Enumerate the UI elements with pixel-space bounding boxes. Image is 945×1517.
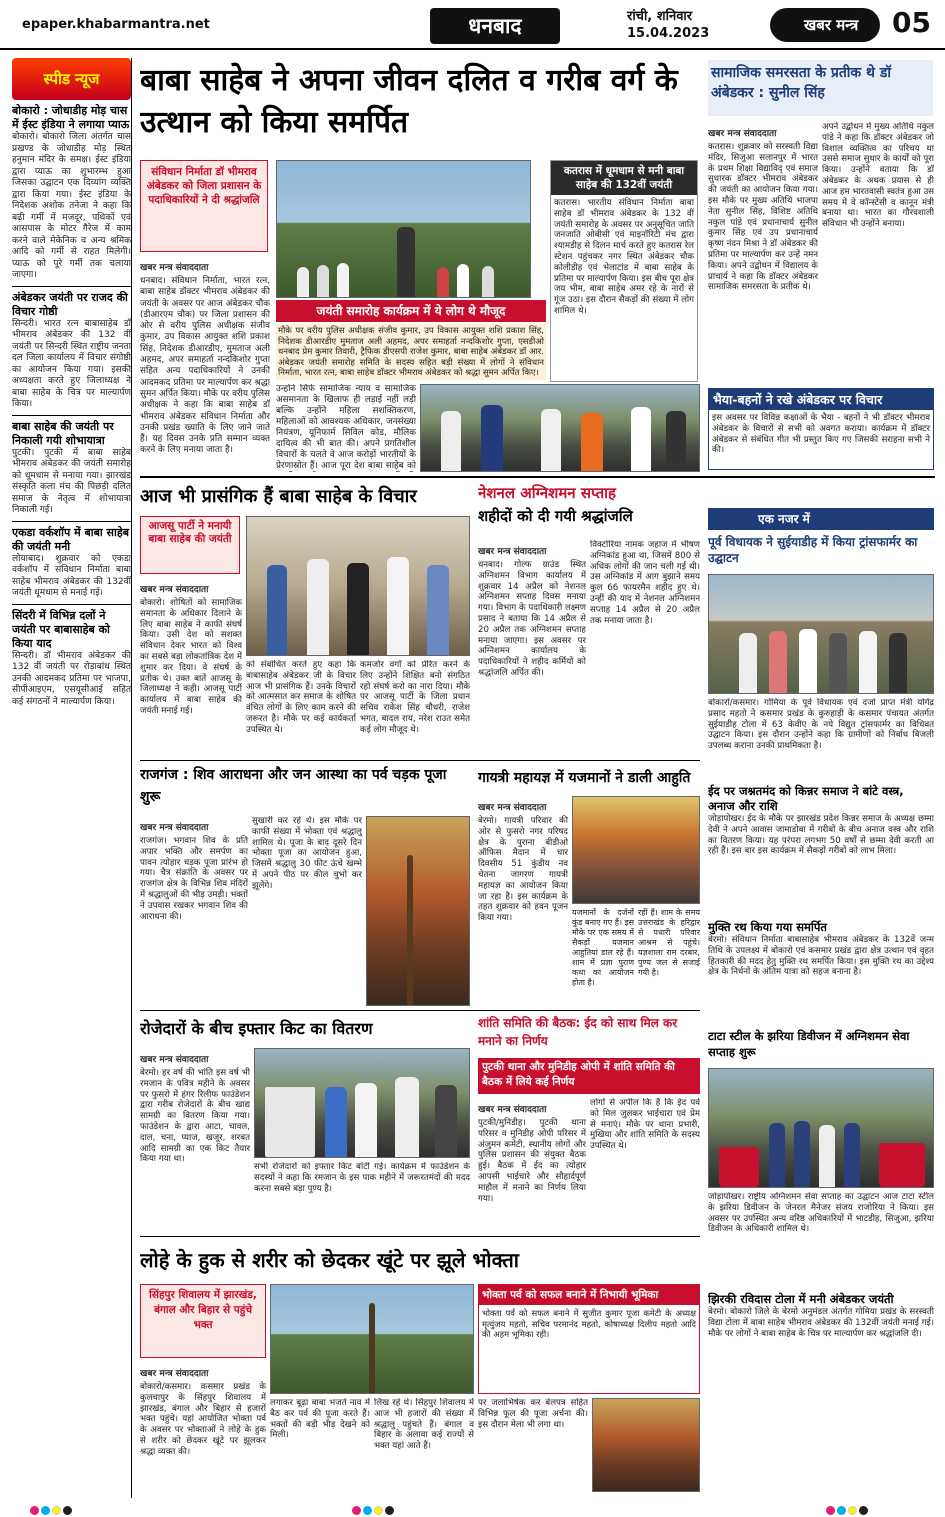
rajganj-body-2 (252, 816, 362, 1006)
speed-news-item (12, 291, 131, 411)
aaj-body-2 (246, 660, 356, 756)
registration-dot (859, 1506, 868, 1515)
bhokta-body-text-3: लिख रहे थे। सिंहपुर शिवालय में आज भी हजारों की संख्या में श्रद्धालु पहुंचते हैं। बंगाल व बिहार के अलावा कई राज्यों से भक्त यहां आते हैं। (374, 1398, 474, 1452)
roza-title-text: रोजेदारों के बीच इफ्तार किट का वितरण (140, 1019, 373, 1038)
purv-photo (708, 574, 934, 694)
jhirki (708, 1292, 934, 1492)
bhokta-body-4 (478, 1398, 588, 1492)
speed-news-headline: अंबेडकर जयंती पर राजद की विचार गोष्ठी (12, 290, 128, 318)
byline: खबर मन्त्र संवाददाता (140, 585, 209, 595)
divider (140, 760, 700, 761)
divider (12, 604, 131, 605)
national-body-2 (590, 540, 700, 754)
roza-photo (254, 1048, 470, 1158)
person (297, 267, 309, 297)
shanti-title-text: शांति समिति की बैठक: ईद को साथ मिल कर मनाने का निर्णय (478, 1016, 678, 1048)
person (794, 1121, 810, 1187)
gayatri-body-text-2: यजमानों के दर्जनों कुंड बनाए गए हैं। इस मौके पर एक समय में सैकड़ों यजमान आहुतियां डाल रहे हैं। शाम में प्रज्ञा पुराण कथा का आयोजन होता है। (572, 908, 634, 987)
lead-photo (276, 160, 531, 298)
shanti-body (478, 1098, 586, 1232)
person (666, 411, 686, 471)
rajganj-body-text-2: सुखारी कर रहे थे। इस मौके पर काफी संख्या में भोक्ता एवं श्रद्धालु शामिल थे। पूजा के बाद दूसरे दिन भोक्ता पूजा का आयोजन हुआ, जिसमें श्रद्धालु 30 फीट ऊंचे खम्भे में अपने पीठ पर कील चुभो कर झूलेंगे। (252, 816, 362, 891)
person (307, 559, 329, 655)
speed-news-item (12, 609, 131, 709)
fire-truck (879, 1143, 925, 1187)
person (769, 1123, 785, 1187)
city-label: धनबाद (430, 8, 560, 44)
bhokta-body-2 (270, 1398, 370, 1492)
page-header (0, 0, 945, 50)
speed-news-headline: सिंदरी में विभिन्न दलों ने जयंती पर बाबासाहेब को किया याद (12, 608, 110, 650)
portrait (581, 413, 603, 471)
site-url[interactable]: epaper.khabarmantra.net (22, 17, 210, 32)
purv-title (708, 534, 934, 570)
sunil-body-2 (822, 122, 934, 384)
person (325, 1087, 347, 1157)
lead-photo-caption: जयंती समारोह कार्यक्रम में ये लोग थे मौजूद (276, 300, 546, 322)
registration-dot (63, 1506, 72, 1515)
tata-title-text: टाटा स्टील के झरिया डिवीजन में अग्निशमन सेवा सप्ताह शुरू (708, 1029, 910, 1059)
bheya-body: इस अवसर पर विविन्न कक्षाओं के भैया - बहनों ने भी डॉक्टर भीमराव अंबेडकर के विचारों से सभी को अवगत कराया। कार्यक्रम में डॉक्टर अंबेडकर से संबंधित गीत भी प्रस्तुत किए गए जिसकी सराहना सभी ने की। (712, 413, 930, 456)
person (541, 409, 561, 471)
place-label: रांची, शनिवार (627, 9, 693, 24)
statue-figure (397, 227, 415, 297)
caption-text: मौके पर वरीय पुलिस अधीक्षक संजीव कुमार, उप विकास आयुक्त शशि प्रकाश सिंह, निदेशक डीआरडीए मुमताज अली अहमद, अपर समाहर्ता नन्दकिशोर गुप्ता, एसडीओ धनबाद प्रेम कुमार तिवारी, ट्रैफिक डीएसपी राजेश कुमार, बाबा साहेब अंबेडकर डॉ आर. अंबेडकर जयंती समारोह समिति के सदस्य सहित बड़ी संख्या में लोगों ने संविधान निर्माता, भारत रत्न, बाबा साहेब डॉक्टर भीमराव अंबेडकर को श्रद्धा सुमन अर्पित किए। (278, 326, 544, 378)
gayatri-title (478, 764, 700, 792)
purv-title-text: पूर्व विधायक ने सुईयाडीह में किया ट्रांसफार्मर का उद्घाटन (708, 535, 918, 565)
rajganj-body-text: राजगंज। भगवान शिव के प्रति अपार भक्ति और समर्पण का पावन त्योहार चड़क पूजा प्रारंभ हो गया। चैत्र संक्रांति के अवसर पर राजगंज क्षेत्र के विभिन्न शिव मंदिरों में श्रद्धालुओं की भीड़ उमड़ी। भक्तों ने उपवास रखकर भगवान शिव की आराधना की। (140, 836, 248, 922)
speed-news-headline: बाबा साहेब की जयंती पर निकाली गयी शोभायात्रा (12, 419, 114, 447)
lead-body-text-2: उन्होंने सिर्फ सामाजिक न्याय व सामाजिक असमानता के खिलाफ ही लड़ाई नहीं लड़ी बल्कि उन्होंने महिला सशक्तिकरण, महिलाओं को आवश्यक अधिकार, जनसंख्या नियंत्रण, यूनिफार्म सिविल कोड, मौलिक दायित्व की भी बात की। अपने प्रगतिशील विचारों के चलते वे आज करोड़ों भारतीयों के प्रेरणास्रोत हैं। आज पूरा देश बाबा साहेब को (276, 384, 416, 471)
bhokta-title (140, 1240, 700, 1280)
divider (140, 1010, 700, 1011)
pole (407, 855, 413, 1005)
divider (12, 286, 131, 287)
shanti-body-text: पुटकी/मुनिडीह। पुटकी थाना परिसर व मुनिडीह ओपी परिसर में अंजुमन कमेटी, स्थानीय लोगों और पुलिस प्रशासन की संयुक्त बैठक हुई। बैठक में ईद का त्योहार आपसी भाईचारे और सौहार्दपूर्ण माहौल में मनाने का निर्णय लिया गया। (478, 1118, 586, 1204)
roza-body-2 (254, 1162, 470, 1232)
eid-kinnar (708, 784, 934, 916)
aaj-title-text: आज भी प्रासंगिक हैं बाबा साहेब के विचार (140, 486, 417, 507)
aaj-sub-text: आजसू पार्टी ने मनायी बाबा साहेब की जयंती (148, 520, 232, 545)
gayatri-body-2 (572, 908, 634, 1006)
sunil-title (708, 60, 933, 116)
national-body-text: धनबाद। गोल्फ ग्राउंड स्थित अग्निशमन विभाग कार्यालय में शुक्रवार 14 अप्रैल को नेशनल अग्निशमन सप्ताह दिवस मनाया गया। विभाग के पदाधिकारी लक्ष्मण प्रसाद ने बताया कि 14 अप्रैल से 20 अप्रैल तक अग्निशमन सप्ताह मनाया जाएगा। इस अवसर पर अग्निशमन कार्यालय के पदाधिकारियों ने शहीद कर्मियों को श्रद्धांजलि अर्पित की। (478, 560, 586, 678)
gayatri-body-text-3: रहीं हैं। शाम के समय उत्तराखंड के हरिद्वार से पधारी परिवार आश्रम से पहुंचे। यज्ञशाला राम दरबार, पुण्य जल से सजाई गयी है। (638, 908, 700, 977)
bheya-title: भैया-बहनों ने रखे अंबेडकर पर विचार (709, 389, 933, 410)
roza-body-text-2: सभी रोजेदारों को इफ्तार किट बांटी गई। कार्यक्रम में फाउंडेशन के सदस्यों ने कहा कि रमजान के इस पाक महीने में जरूरतमंदों की मदद करना सबसे बड़ा पुण्य है। (254, 1162, 470, 1194)
registration-dot (837, 1506, 846, 1515)
registration-dot (385, 1506, 394, 1515)
aaj-body-3 (360, 660, 470, 756)
national-title (478, 482, 700, 536)
mukti-rath (708, 920, 934, 1024)
ek-nazar-tag: एक नजर में (708, 508, 934, 530)
byline: खबर मन्त्र संवाददाता (478, 1105, 547, 1115)
person (481, 405, 503, 471)
person (859, 631, 877, 693)
national-body-text-2: विक्टोरिया नामक जहाज में भीषण अग्निकांड हुआ था, जिसमें 800 से अधिक लोगों की जान चली गई थी। उस अग्निकांड में आग बुझाने समय कुल 66 फायरमैन शहीद हुए थे। उन्हीं की याद में नेशनल अग्निशमन सप्ताह 14 अप्रैल से 20 अप्रैल तक मनाया जाता है। (590, 540, 700, 626)
national-sub-text: शहीदों को दी गयी श्रद्धांजलि (478, 507, 633, 525)
lead-body-2 (276, 384, 416, 472)
person (337, 263, 349, 297)
byline: खबर मन्त्र संवाददाता (140, 823, 209, 833)
speed-news-body: बोकारो। बोकारो जिला अंतर्गत चास प्रखण्ड के जोधाडीह मोड़ स्थित हनुमान मंदिर के समक्ष। ईस्ट इंडिया द्वारा प्याऊ का शुभारम्भ हुआ जिसका उद्घाटन एक दिव्यांग व्यक्ति द्वारा किया गया। ईस्ट इंडिया के निदेशक अशोक तनेजा ने कहा कि बढ़ी गर्मी में मजदूर, पथिकों एवं आसपास के मोटर गैरेज में काम करने वाले मेकेनिक व अन्य श्रमिक आदि को गर्मी से राहत मिलेगी। प्याऊ को पूरे गर्मी तक चलाया जाएगा। (12, 132, 131, 280)
registration-dot (363, 1506, 372, 1515)
speed-news-column (12, 58, 132, 1498)
person (317, 265, 329, 297)
person (387, 557, 409, 655)
speed-news-item (12, 104, 131, 282)
speed-news-item (12, 526, 131, 600)
byline: खबर मन्त्र संवाददाता (478, 547, 547, 557)
person (769, 631, 787, 693)
divider (140, 1236, 700, 1237)
divider (140, 476, 935, 478)
roza-title (140, 1014, 470, 1044)
byline: खबर मन्त्र संवाददाता (140, 1369, 209, 1379)
rajganj-body (140, 816, 248, 1006)
eid-kinnar-title: ईद पर जश्नतमंद को किन्नर समाज ने बांटे वस्त्र, अनाज और राशि (708, 784, 904, 813)
print-registration-marks-center (352, 1500, 396, 1510)
person (437, 267, 449, 297)
rajganj-photo (366, 816, 470, 1006)
speed-news-body: लोयाबाद। शुक्रवार को एकडा वर्कशॉप में संविधान निर्माता बाबा साहेब भीमराव अंबेडकर की 132वीं जयंती धूमधाम से मनाई गई। (12, 553, 131, 598)
rajganj-title-text: राजगंज : शिव आराधना और जन आस्था का पर्व चड़क पूजा शुरू (140, 767, 447, 805)
gayatri-body-text: बेरमो। गायत्री परिवार की ओर से फुसरो नगर परिषद क्षेत्र के पुराना बीडीओ ऑफिस मैदान में चार दिवसीय 51 कुंडीय नव चेतना जागरण गायत्री महायज्ञ का आयोजन किया जा रहा है। इस कार्यक्रम के तहत शुक्रवार को हवन पूजन किया गया। (478, 816, 568, 924)
lead-headline-text: बाबा साहेब ने अपना जीवन दलित व गरीब वर्ग के उत्थान को किया समर्पित (140, 63, 678, 140)
lead-body (140, 256, 270, 472)
shanti-sub-text: पुटकी थाना और मुनिडीह ओपी में शांति समिति की बैठक में लिये कई निर्णय (482, 1061, 675, 1088)
eid-kinnar-body: जोड़ापोखर। ईद के मौके पर झारखंड प्रदेश किन्नर समाज के अध्यक्ष छम्मा देवी ने अपने आवास जामाडोबा में गरीबों के बीच अनाज वस्त्र और राशि का वितरण किया। यह परंपरा लगभग 50 वर्षों से छम्मा देवी करती आ रही हैं। इस बार इस कार्यक्रम में सैकड़ों गरीबों को लाभ मिला। (708, 814, 934, 857)
shanti-body-2 (590, 1098, 700, 1232)
aaj-body (140, 578, 242, 754)
registration-dot (826, 1506, 835, 1515)
bhokta-body (140, 1362, 266, 1492)
divider (12, 521, 131, 522)
aaj-body-text-2: को संबोधित करते हुए कहा कि बाबासाहेब अंबेडकर जी के विचार आज भी प्रासंगिक हैं। उनके विचारों को आत्मसात कर समाज के शोषित वंचित लोगों के लिए काम करने की जरूरत है। मौके पर कई कार्यकर्ता उपस्थित थे। (246, 660, 356, 735)
print-registration-marks-right (826, 1500, 870, 1510)
sunil-body-text-2: अपने उद्बोधन में मुख्य अतिथि नकुल पांडे ने कहा कि डॉक्टर अंबेडकर जो विशाल व्यक्तित्व का परिचय था उससे समाज सुधार के कार्यों को पूरा किया। उन्होंने बताया कि डॉ अंबेडकर के अथक प्रयास से ही आज हम भारतवासी स्वतंत्र हुआ उस समय में वे कॉन्स्टेंसी व कानून मंत्री बनाया था। भारत का गौरवशाली संविधान भी उन्होंने बनाया। (822, 122, 934, 230)
fire-truck (719, 1147, 759, 1187)
mukti-rath-title: मुक्ति रथ किया गया समर्पित (708, 920, 827, 934)
katras-body: कतरास। भारतीय संविधान निर्माता बाबा साहेब डॉ भीमराव अंबेडकर के 132 वीं जयंती समारोह के अवसर पर अनुसूचित जाति जनजाति ओबीसी एवं माइनॉरिटी मंच द्वारा श्यामडीह से दिलन मार्च करते हुए कतरास रेल स्टेशन पहुंचकर नगर स्थित अंबेडकर चौक कोलीडीह एवं भेलाटांड में बाबा साहेब के प्रतिमा पर माल्यार्पण किया। इस बीच पूरा क्षेत्र जय भीम, बाबा साहेब अमर रहे के नारों से गूंज उठा। इस दौरान सैकड़ों की संख्या में लोग शामिल थे। (554, 198, 694, 316)
tata-body-text: जोड़ापोखर। राष्ट्रीय अग्निशमन सेवा सप्ताह का उद्घाटन आज टाटा स्टील के झरिया डिवीजन के जेनरल मैनेजर संजय राजोरिया ने किया। इस अवसर पर उपस्थित अन्य वरिष्ठ अधिकारियों में भाटडीह, सिजुआ, झरिया डिवीजन के अधिकारी शामिल थे। (708, 1192, 934, 1235)
person (482, 266, 494, 297)
gayatri-body-3 (638, 908, 700, 1006)
person (889, 633, 907, 693)
registration-dot (374, 1506, 383, 1515)
purv-body-text: बोकारो/कसमार। गोमिया के पूर्व विधायक एवं दर्जा प्राप्त मंत्री योगेंद्र प्रसाद महतो ने कसमार प्रखंड के कुरुहाड़ी के कसमार पंचायत अंतर्गत सुईयाडीह टोला में 63 केवीए के नये विद्युत ट्रांसफार्मर का विधिवत उद्घाटन किया। इस दौरान उन्होंने कहा कि ग्रामीणों को निर्बाध बिजली उपलब्ध कराना उनकी प्राथमिकता है। (708, 698, 934, 752)
tata-photo (708, 1068, 934, 1188)
bhokta-body-text-2: लगाकर बूढ़ा बाबा भजते नाव में बैठ कर पर्व की पूजा करते हैं। भक्तों की बड़ी भीड़ देखने को मिली। (270, 1398, 370, 1441)
speed-news-logo: स्पीड न्यूज (12, 58, 131, 100)
person (395, 1077, 419, 1157)
person (347, 563, 369, 655)
lead-subhead: संविधान निर्माता डॉ भीमराव अंबेडकर को जिला प्रशासन के पदाधिकारियों ने दी श्रद्धांजलि (146, 166, 262, 206)
katras-box (550, 160, 698, 382)
tata-title (708, 1028, 934, 1064)
person (819, 1125, 835, 1187)
person (631, 407, 651, 471)
lead-photo-caption-body (276, 324, 546, 380)
bhokta-body-text-4: पर जलाभिषेक कर बेलपत्र सहित विभिन्न फूल की पूजा अर्चना की। इस दौरान मेला भी लगा था। (478, 1398, 588, 1430)
divider (12, 415, 131, 416)
sunil-title-text: सामाजिक समरसता के प्रतीक थे डॉ अंबेडकर : सुनील सिंह (711, 65, 891, 101)
page-number: 05 (892, 6, 931, 39)
print-registration-marks-left (30, 1500, 74, 1510)
bhokta-body-text: बोकारो/कसमार। कसमार प्रखंड के कुलचापुर के सिंहपुर शिवालय में झारखंड, बंगाल और बिहार से हजारों भक्त पहुंचे। यहां आयोजित भोक्ता पर्व के अवसर पर भोक्ताओं ने लोहे के हुक से शरीर को छेदकर खूंटे पर झूलकर श्रद्धा व्यक्त की। (140, 1382, 266, 1457)
speed-news-body: सिन्दरी। भारत रत्न बाबासाहेब डॉ भीमराव अंबेडकर की 132 वीं जयंती पर सिन्दरी स्थित राष्ट्रीय जनता दल जिला कार्यालय में विचार संगोष्ठी का आयोजन किया गया। इसकी अध्यक्षता करते हुए जिलाध्यक्ष ने बाबा साहेब के चित्र पर माल्यार्पण किया। (12, 318, 131, 409)
speed-news-headline: बोकारो : जोधाडीह मोड़ चास में ईस्ट इंडिया ने लगाया प्याऊ (12, 104, 130, 131)
speed-news-body: सिन्दरी। डॉ भीमराव अंबेडकर की 132 वीं जयंती पर रोड़ाबांध स्थित उनकी आदमकद प्रतिमा पर भाजपा, सीपीआइएम, एसयूसीआई सहित कई संगठनों ने माल्यार्पण किया। (12, 650, 131, 707)
bhokta-role-box (478, 1284, 700, 1394)
bhokta-title-text: लोहे के हुक से शरीर को छेदकर खूंटे पर झूले भोक्ता (140, 1248, 519, 1272)
registration-dot (41, 1506, 50, 1515)
byline: खबर मन्त्र संवाददाता (140, 1055, 209, 1065)
shanti-body-text-2: लोगों से अपील कि है कि ईद पर्व को मिल जुलकर भाईचारा एवं प्रेम से मनाएं। मौके पर थाना प्रभारी, मुखिया और शांति समिति के सदस्य उपस्थित थे। (590, 1098, 700, 1152)
person (427, 565, 449, 655)
person (441, 411, 461, 471)
jhirki-body: बेरमो। बोकारो जिले के बेरमो अनुमंडल अंतर्गत गोमिया प्रखंड के सरस्वती विद्या टोला में बाबा साहेब भीमराव अंबेडकर की 132वीं जयंती मनाई गई। मौके पर लोगों ने बाबा साहेब के चित्र पर माल्यार्पण कर श्रद्धांजलि दी। (708, 1307, 934, 1339)
roza-body-text: बेरमो। हर वर्ष की भांति इस वर्ष भी रमजान के पवित्र महीने के अवसर पर फुसरो में हंगर रिलीफ फाउंडेशन द्वारा गरीब रोजेदारों के बीच खाद्य सामग्री का वितरण किया गया। फाउंडेशन के द्वारा आटा, चावल, दाल, चना, प्याज, खजूर, शरबत आदि सामग्री का एक किट तैयार किया गया था। (140, 1068, 250, 1165)
sunil-body (708, 122, 818, 384)
banner (265, 1087, 315, 1157)
bhokta-body-3 (374, 1398, 474, 1492)
shanti-title (478, 1014, 700, 1054)
person (435, 1085, 457, 1157)
bhokta-sub-text: सिंहपुर शिवालय में झारखंड, बंगाल और बिहार से पहुंचे भक्त (149, 1289, 257, 1331)
aaj-body-text-3: कमजोर वर्गों को प्रेरित करने के लिए उन्होंने शिक्षित बनो संगठित रहो संघर्ष करो का नारा दिया। मौके पर आजसू पार्टी के जिला प्रधान सचिव राकेश सिंह चौधरी, राजेश भगत, बादल राय, नरेश राउत समेत कई लोग मौजूद थे। (360, 660, 470, 735)
bhokta-photo (270, 1284, 474, 1394)
person (267, 565, 287, 655)
lead-subhead-box (140, 160, 268, 252)
lead-body-text: धनबाद। संविधान निर्माता, भारत रत्न, बाबा साहेब डॉक्टर भीमराव अंबेडकर की जयंती के अवसर पर आज अंबेडकर चौक (डीआरएम चौक) पर जिला प्रशासन की ओर से वरीय पुलिस अधीक्षक संजीव कुमार, उप विकास आयुक्त शशि प्रकाश सिंह, निदेशक डीआरडीए, मुमताज अली अहमद, अपर समाहर्ता नन्दकिशोर गुप्ता सहित अन्य पदाधिकारियों ने उनकी आदमकद प्रतिमा पर माल्यार्पण कर श्रद्धा सुमन अर्पित किया। मौके पर वरीय पुलिस अधीक्षक ने कहा कि बाबा साहेब डॉ भीमराव अंबेडकर संविधान निर्माता और उनकी प्रखंड ख्याति के लिए जाने जाते हैं। यह दिवस उनके प्रति सम्मान व्यक्त करने के लिए मनाया जाता है। (140, 276, 270, 456)
bhokta-role-title: भोक्ता पर्व को सफल बनाने में निभायी भूमिका (479, 1285, 699, 1305)
aaj-sub (140, 516, 240, 574)
tata-body (708, 1192, 934, 1288)
shanti-sub (478, 1058, 700, 1094)
bhokta-sub (140, 1284, 266, 1358)
aaj-photo (246, 516, 470, 656)
brand-name: खबर मन्त्र (770, 8, 880, 42)
person (739, 633, 757, 693)
roza-body (140, 1048, 250, 1232)
registration-dot (30, 1506, 39, 1515)
gayatri-title-text: गायत्री महायज्ञ में यजमानों ने डाली आहुति (478, 770, 691, 786)
person (457, 264, 469, 297)
purv-body (708, 698, 934, 780)
byline: खबर मन्त्र संवाददाता (478, 803, 547, 813)
person (844, 1123, 860, 1187)
lead-photo-2 (420, 384, 700, 472)
bheya-box (708, 388, 934, 470)
national-title-text: नेशनल अग्निशमन सप्ताह (478, 484, 617, 502)
byline: खबर मन्त्र संवाददाता (140, 263, 209, 273)
registration-dot (352, 1506, 361, 1515)
registration-dot (52, 1506, 61, 1515)
pole (369, 1303, 375, 1393)
mukti-rath-body: बेरमो। संविधान निर्माता बाबासाहेब भीमराव अंबेडकर के 132वें जन्म तिथि के उपलक्ष्य में बोकारो एवं कसमार प्रखंड द्वारा क्षेत्र उत्थान एवं वृहत हितकारी की मदद हेतु मुक्ति रथ समर्पित किया। इस मुक्ति रथ का उद्देश्य क्षेत्र के निर्धनों के अंतिम यात्रा को सहज बनाना है। (708, 935, 934, 978)
aaj-title (140, 482, 470, 512)
registration-dot (848, 1506, 857, 1515)
byline: खबर मन्त्र संवाददाता (708, 129, 777, 139)
speed-news-body: पुटकी। पुटकी में बाबा साहेब भीमराव अंबेडकर की जयंती समारोह को धूमधाम से मनाया गया। झारखंड संस्कृति कला मंच की पिछड़ी दलित समाज के नेतृत्व में शोभायात्रा निकाली गई। (12, 447, 131, 515)
national-body (478, 540, 586, 754)
katras-title: कतरास में धूमधाम से मनी बाबा साहेब की 132वीं जयंती (551, 161, 697, 195)
person (355, 1083, 377, 1157)
lead-headline (140, 60, 695, 150)
gayatri-body (478, 796, 568, 1006)
speed-news-headline: एकडा वर्कशॉप में बाबा साहेब की जयंती मनी (12, 525, 129, 553)
person (829, 633, 847, 693)
bhokta-photo-2 (592, 1398, 700, 1492)
rajganj-title (140, 764, 470, 812)
bhokta-role-body: भोक्ता पर्व को सफल बनाने में सुजीत कुमार पूजा कमेटी के अध्यक्ष मृत्युंजय महतो, सचिव परमानंद महतो, कोषाध्यक्ष दिलीप महतो आदि की अहम भूमिका रही। (482, 1308, 696, 1340)
person (799, 629, 817, 693)
speed-news-item (12, 420, 131, 517)
sunil-body-text: कतरास। शुक्रवार को सरस्वती विद्या मंदिर, सिजुआ सलानपुर में भारत के प्रथम शिक्षा विद्याविद् एवं समाज सुधारक डॉक्टर भीमराव अंबेडकर की जयंती का आयोजन किया गया। इस मौके पर मुख्य अतिथि भाजपा नेता सुनील सिंह, विशिष्ट अतिथि नकुल पांडे एवं प्रधानाचार्य सुनील कुमार सिंह एवं उप प्रधानाचार्य कृष्ण नंदन मिश्रा ने डॉ अंबेडकर की प्रतिमा पर माल्यार्पण कर उन्हें नमन किया। अपने उद्बोधन में विद्यालय के प्राचार्य ने कहा कि डॉक्टर अंबेडकर सामाजिक समरसता के प्रतीक थे। (708, 142, 818, 293)
date-label: 15.04.2023 (627, 26, 710, 41)
aaj-body-text: बोकारो। शोषितों को सामाजिक समानता के अधिकार दिलाने के लिए बाबा साहेब ने काफी संघर्ष किया। उसी देश को सशक्त संविधान देकर भारत को विश्व का सबसे बड़ा लोकतांत्रिक देश में शुमार कर दिया। वे संघर्ष के प्रतीक थे। उक्त बातें आजसू के जिलाध्यक्ष ने कही। आजसू पार्टी कार्यालय में बाबा साहेब की जयंती मनाई गई। (140, 598, 242, 716)
jhirki-title: झिरकी रविदास टोला में मनी अंबेडकर जयंती (708, 1292, 894, 1306)
gayatri-photo (572, 796, 700, 904)
